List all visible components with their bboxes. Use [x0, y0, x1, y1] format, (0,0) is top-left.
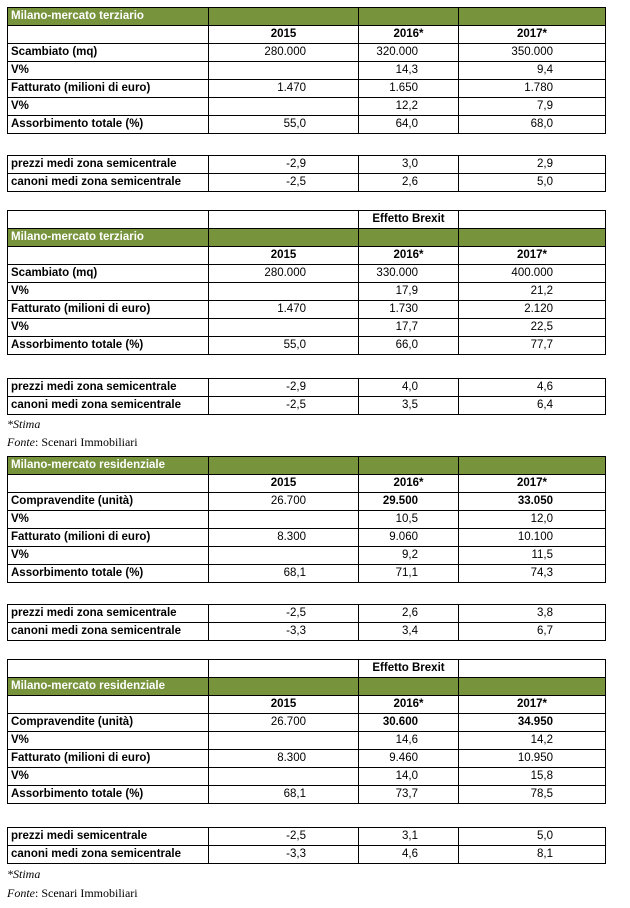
- fonte-text: : Scenari Immobiliari: [35, 435, 138, 449]
- row-label: Fatturato (milioni di euro): [8, 80, 209, 98]
- cell-value: 1.470: [209, 301, 359, 319]
- cell-value: 7,9: [459, 98, 606, 116]
- cell-value: -2,9: [209, 156, 359, 174]
- row-label: V%: [8, 732, 209, 750]
- row-label: V%: [8, 511, 209, 529]
- terziario-brexit-prices-table: [7, 378, 606, 415]
- note-stima: *Stima: [7, 417, 41, 431]
- cell-value: 2.120: [459, 301, 606, 319]
- row-label: Assorbimento totale (%): [8, 337, 209, 355]
- cell-value: 10.950: [459, 750, 606, 768]
- cell-value: -2,9: [209, 379, 359, 397]
- cell-value: -3,3: [209, 623, 359, 641]
- cell-value: 26.700: [209, 493, 359, 511]
- cell-value: [209, 283, 359, 301]
- cell-value: 6,7: [459, 623, 606, 641]
- row-label: Compravendite (unità): [8, 493, 209, 511]
- cell-value: 3,5: [359, 397, 459, 415]
- cell-value: -2,5: [209, 828, 359, 846]
- row-label: V%: [8, 319, 209, 337]
- table-row: [8, 156, 606, 174]
- table-row: [8, 547, 606, 565]
- table-title: Milano-mercato terziario: [8, 229, 209, 247]
- year-header: 2015: [209, 247, 359, 265]
- fonte-note: [7, 435, 138, 450]
- cell-value: 68,1: [209, 565, 359, 583]
- cell-value: 14,2: [459, 732, 606, 750]
- cell-value: 9.060: [359, 529, 459, 547]
- table-title-row: [8, 229, 606, 247]
- fonte-note: [7, 886, 138, 901]
- cell-value: 2,6: [359, 174, 459, 192]
- cell-value: 8,1: [459, 846, 606, 864]
- table-row: [8, 283, 606, 301]
- effect-row: [8, 660, 606, 678]
- cell-value: [209, 319, 359, 337]
- row-label: V%: [8, 547, 209, 565]
- table-row: [8, 174, 606, 192]
- cell-value: 66,0: [359, 337, 459, 355]
- cell-value: 3,1: [359, 828, 459, 846]
- year-header-row: [8, 247, 606, 265]
- cell-value: 33.050: [459, 493, 606, 511]
- cell-value: [209, 98, 359, 116]
- row-label: Assorbimento totale (%): [8, 786, 209, 804]
- year-header: 2015: [209, 475, 359, 493]
- cell-value: [209, 511, 359, 529]
- cell-value: 21,2: [459, 283, 606, 301]
- fonte-text: : Scenari Immobiliari: [35, 886, 138, 900]
- cell-value: 8.300: [209, 529, 359, 547]
- row-label: Fatturato (milioni di euro): [8, 301, 209, 319]
- row-label: canoni medi zona semicentrale: [8, 846, 209, 864]
- note-stima: *Stima: [7, 867, 41, 881]
- effect-row: [8, 211, 606, 229]
- cell-value: 6,4: [459, 397, 606, 415]
- table-title-row: [8, 678, 606, 696]
- cell-value: -2,5: [209, 397, 359, 415]
- row-label: Assorbimento totale (%): [8, 116, 209, 134]
- cell-value: 12,2: [359, 98, 459, 116]
- cell-value: 3,4: [359, 623, 459, 641]
- fonte-label: Fonte: [7, 886, 35, 900]
- row-label: Fatturato (milioni di euro): [8, 750, 209, 768]
- fonte-label: Fonte: [7, 435, 35, 449]
- row-label: prezzi medi semicentrale: [8, 828, 209, 846]
- table-row: [8, 529, 606, 547]
- cell-value: 26.700: [209, 714, 359, 732]
- row-label: prezzi medi zona semicentrale: [8, 379, 209, 397]
- row-label: Fatturato (milioni di euro): [8, 529, 209, 547]
- table-row: [8, 828, 606, 846]
- row-label: Compravendite (unità): [8, 714, 209, 732]
- cell-value: 64,0: [359, 116, 459, 134]
- year-header: 2015: [209, 26, 359, 44]
- year-header-row: [8, 475, 606, 493]
- cell-value: 8.300: [209, 750, 359, 768]
- cell-value: 2,6: [359, 605, 459, 623]
- year-header: 2016*: [359, 696, 459, 714]
- cell-value: 3,0: [359, 156, 459, 174]
- cell-value: 5,0: [459, 174, 606, 192]
- row-label: V%: [8, 283, 209, 301]
- cell-value: 30.600: [359, 714, 459, 732]
- cell-value: 3,8: [459, 605, 606, 623]
- row-label: Assorbimento totale (%): [8, 565, 209, 583]
- table-row: [8, 750, 606, 768]
- year-header: 2017*: [459, 696, 606, 714]
- row-label: V%: [8, 768, 209, 786]
- cell-value: [209, 62, 359, 80]
- row-label: canoni medi zona semicentrale: [8, 174, 209, 192]
- cell-value: 4,6: [359, 846, 459, 864]
- year-header: 2016*: [359, 247, 459, 265]
- cell-value: -2,5: [209, 174, 359, 192]
- table-row: [8, 98, 606, 116]
- row-label: Scambiato (mq): [8, 44, 209, 62]
- cell-value: 14,0: [359, 768, 459, 786]
- cell-value: 2,9: [459, 156, 606, 174]
- table-title-row: [8, 8, 606, 26]
- residenziale-table: [7, 456, 606, 583]
- year-header: 2016*: [359, 475, 459, 493]
- cell-value: 9.460: [359, 750, 459, 768]
- cell-value: 68,1: [209, 786, 359, 804]
- cell-value: 9,4: [459, 62, 606, 80]
- residenziale-brexit-prices-table: [7, 827, 606, 864]
- cell-value: 55,0: [209, 116, 359, 134]
- cell-value: 4,0: [359, 379, 459, 397]
- table-row: [8, 379, 606, 397]
- table-row: [8, 337, 606, 355]
- cell-value: 4,6: [459, 379, 606, 397]
- cell-value: 15,8: [459, 768, 606, 786]
- row-label: canoni medi zona semicentrale: [8, 623, 209, 641]
- row-label: V%: [8, 98, 209, 116]
- cell-value: 22,5: [459, 319, 606, 337]
- row-label: V%: [8, 62, 209, 80]
- table-row: [8, 605, 606, 623]
- terziario-table: [7, 7, 606, 134]
- cell-value: 330.000: [359, 265, 459, 283]
- table-row: [8, 301, 606, 319]
- table-row: [8, 846, 606, 864]
- year-header: 2016*: [359, 26, 459, 44]
- effect-title: Effetto Brexit: [359, 660, 459, 678]
- cell-value: 68,0: [459, 116, 606, 134]
- cell-value: 5,0: [459, 828, 606, 846]
- row-label: canoni medi zona semicentrale: [8, 397, 209, 415]
- residenziale-prices-table: [7, 604, 606, 641]
- cell-value: 17,9: [359, 283, 459, 301]
- cell-value: -2,5: [209, 605, 359, 623]
- cell-value: 9,2: [359, 547, 459, 565]
- year-header: 2017*: [459, 247, 606, 265]
- table-title: Milano-mercato terziario: [8, 8, 209, 26]
- terziario-prices-table: [7, 155, 606, 192]
- cell-value: 77,7: [459, 337, 606, 355]
- cell-value: 280.000: [209, 44, 359, 62]
- table-row: [8, 319, 606, 337]
- cell-value: [209, 547, 359, 565]
- cell-value: 280.000: [209, 265, 359, 283]
- cell-value: 1.730: [359, 301, 459, 319]
- cell-value: 12,0: [459, 511, 606, 529]
- cell-value: [209, 768, 359, 786]
- effect-title: Effetto Brexit: [359, 211, 459, 229]
- cell-value: 14,3: [359, 62, 459, 80]
- table-row: [8, 62, 606, 80]
- table-row: [8, 493, 606, 511]
- cell-value: 71,1: [359, 565, 459, 583]
- cell-value: 17,7: [359, 319, 459, 337]
- cell-value: 400.000: [459, 265, 606, 283]
- table-row: [8, 265, 606, 283]
- year-header-row: [8, 696, 606, 714]
- table-title-row: [8, 457, 606, 475]
- cell-value: 1.780: [459, 80, 606, 98]
- cell-value: 29.500: [359, 493, 459, 511]
- cell-value: 1.650: [359, 80, 459, 98]
- year-header: 2017*: [459, 475, 606, 493]
- table-row: [8, 511, 606, 529]
- table-row: [8, 80, 606, 98]
- table-row: [8, 44, 606, 62]
- row-label: prezzi medi zona semicentrale: [8, 156, 209, 174]
- table-row: [8, 768, 606, 786]
- cell-value: 10.100: [459, 529, 606, 547]
- cell-value: 10,5: [359, 511, 459, 529]
- cell-value: -3,3: [209, 846, 359, 864]
- table-row: [8, 565, 606, 583]
- table-title: Milano-mercato residenziale: [8, 457, 209, 475]
- table-row: [8, 786, 606, 804]
- year-header-row: [8, 26, 606, 44]
- table-row: [8, 732, 606, 750]
- cell-value: 320.000: [359, 44, 459, 62]
- row-label: Scambiato (mq): [8, 265, 209, 283]
- cell-value: 350.000: [459, 44, 606, 62]
- table-title: Milano-mercato residenziale: [8, 678, 209, 696]
- cell-value: 1.470: [209, 80, 359, 98]
- year-header: 2015: [209, 696, 359, 714]
- cell-value: 73,7: [359, 786, 459, 804]
- cell-value: 55,0: [209, 337, 359, 355]
- cell-value: [209, 732, 359, 750]
- cell-value: 34.950: [459, 714, 606, 732]
- cell-value: 11,5: [459, 547, 606, 565]
- cell-value: 78,5: [459, 786, 606, 804]
- terziario-brexit-table: [7, 210, 606, 355]
- row-label: prezzi medi zona semicentrale: [8, 605, 209, 623]
- residenziale-brexit-table: [7, 659, 606, 804]
- table-row: [8, 623, 606, 641]
- table-row: [8, 116, 606, 134]
- table-row: [8, 714, 606, 732]
- table-row: [8, 397, 606, 415]
- year-header: 2017*: [459, 26, 606, 44]
- cell-value: 74,3: [459, 565, 606, 583]
- cell-value: 14,6: [359, 732, 459, 750]
